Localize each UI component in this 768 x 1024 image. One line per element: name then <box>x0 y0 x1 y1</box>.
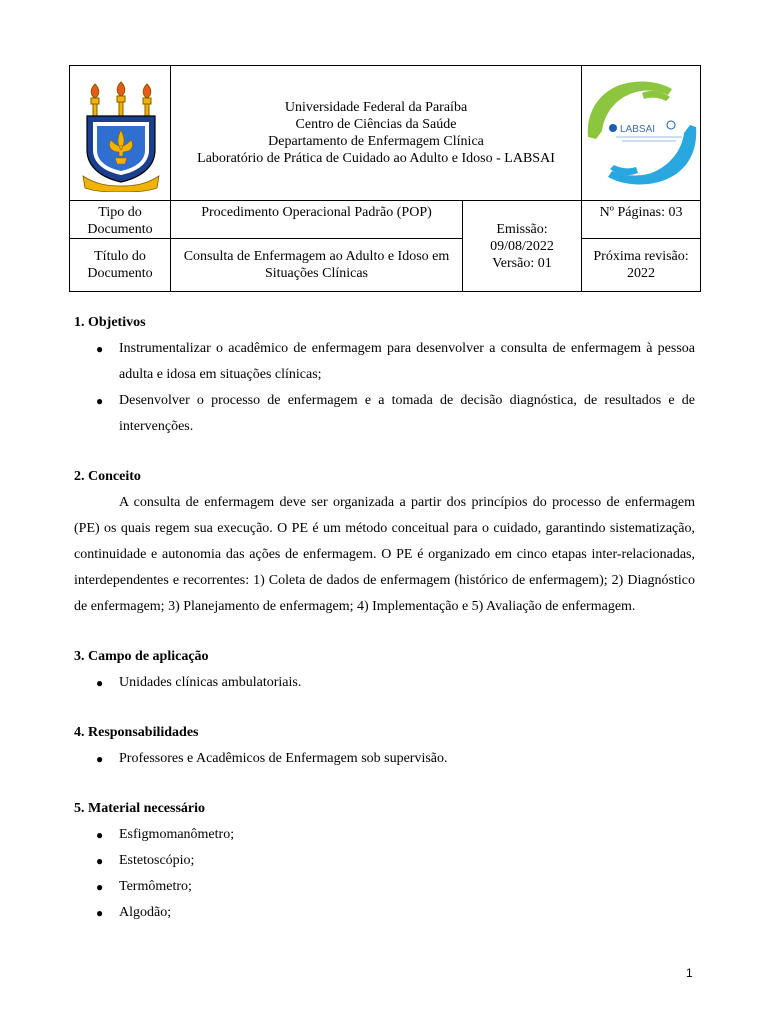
bullet-icon: ● <box>96 752 104 766</box>
institution-cell <box>171 66 582 201</box>
labsai-logo-cell <box>582 66 701 201</box>
list-item <box>74 746 695 772</box>
conceito-paragraph: A consulta de enfermagem deve ser organizada a partir dos princípios do processo de enfermagem (PE) os quais regem sua execução. O PE é um método conceitual para o cuidado, garantindo sistematização, continuidade e autonomia das ações de enfermagem. O PE é organizado em cinco etapas inter-relacionadas, interdependentes e recorrentes: 1) Coleta de dados de enfermagem (histórico de enfermagem); 2) Diagnóstico de enfermagem; 3) Planejamento de enfermagem; 4) Implementação e 5) Avaliação de enfermagem. <box>74 495 695 614</box>
section-title: 5. Material necessário <box>74 801 206 816</box>
bullet-icon: ● <box>96 394 104 408</box>
list-item <box>74 848 695 874</box>
list-item-text: Professores e Acadêmicos de Enfermagem sob supervisão. <box>119 751 448 766</box>
document-body <box>74 310 695 950</box>
bullet-icon: ● <box>96 854 104 868</box>
list-item <box>74 822 695 848</box>
version-label: Versão: 01 <box>492 255 552 271</box>
torch-left <box>91 84 99 116</box>
list-item <box>74 670 695 696</box>
institution-line: Centro de Ciências da Saúde <box>295 117 457 132</box>
section-objetivos <box>74 310 695 440</box>
emission-date: 09/08/2022 <box>490 238 554 254</box>
doc-type-value: Procedimento Operacional Padrão (POP) <box>171 201 463 239</box>
labsai-badge-icon <box>609 124 617 132</box>
list-item <box>74 336 695 388</box>
section-title: 1. Objetivos <box>74 315 146 330</box>
bullet-icon: ● <box>96 342 104 356</box>
list-item-text: Algodão; <box>119 905 172 920</box>
list-item-text: Desenvolver o processo de enfermagem e a tomada de decisão diagnóstica, de resultados e de intervenções. <box>119 393 695 434</box>
torch-center <box>117 82 125 116</box>
doc-title-label: Título do Documento <box>70 239 171 292</box>
section-responsabilidades <box>74 720 695 772</box>
list-item-text: Esfigmomanômetro; <box>119 827 235 842</box>
section-conceito <box>74 464 695 620</box>
list-item <box>74 874 695 900</box>
bullet-icon: ● <box>96 906 104 920</box>
bullet-list <box>74 822 695 926</box>
page-number: 1 <box>686 966 693 980</box>
list-item-text: Unidades clínicas ambulatoriais. <box>119 675 302 690</box>
bullet-icon: ● <box>96 828 104 842</box>
section-title: 3. Campo de aplicação <box>74 649 209 664</box>
next-review: Próxima revisão: 2022 <box>582 239 701 292</box>
torch-right <box>143 84 151 116</box>
bullet-icon: ● <box>96 676 104 690</box>
ufpb-logo-icon <box>81 80 161 192</box>
list-item <box>74 388 695 440</box>
doc-title-value: Consulta de Enfermagem ao Adulto e Idoso em Situações Clínicas <box>171 239 463 292</box>
institution-line: Departamento de Enfermagem Clínica <box>268 134 484 149</box>
list-item-text: Instrumentalizar o acadêmico de enfermagem para desenvolver a consulta de enfermagem à pessoa adulta e idosa em situações clínicas; <box>119 341 695 382</box>
list-item-text: Estetoscópio; <box>119 853 195 868</box>
doc-type-label: Tipo do Documento <box>70 201 171 239</box>
emission-cell <box>463 201 582 292</box>
bullet-list <box>74 746 695 772</box>
document-header-table <box>69 65 701 292</box>
section-material <box>74 796 695 926</box>
ufpb-logo-cell <box>70 66 171 201</box>
bullet-icon: ● <box>96 880 104 894</box>
list-item <box>74 900 695 926</box>
section-campo <box>74 644 695 696</box>
section-title: 2. Conceito <box>74 469 141 484</box>
institution-line: Universidade Federal da Paraíba <box>284 100 468 115</box>
list-item-text: Termômetro; <box>119 879 192 894</box>
section-title: 4. Responsabilidades <box>74 725 199 740</box>
institution-line: Laboratório de Prática de Cuidado ao Adulto e Idoso - LABSAI <box>197 151 555 166</box>
page-count: Nº Páginas: 03 <box>582 201 701 239</box>
labsai-logo-text: LABSAI <box>620 124 656 135</box>
labsai-logo-icon <box>586 79 698 187</box>
bullet-list <box>74 670 695 696</box>
bullet-list <box>74 336 695 440</box>
emission-label: Emissão: <box>496 221 548 237</box>
